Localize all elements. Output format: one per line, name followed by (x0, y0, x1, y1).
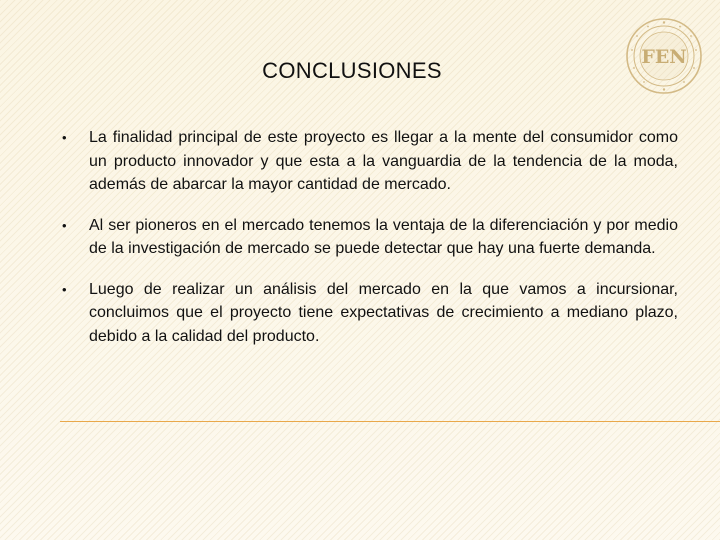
bullet-symbol: • (62, 130, 67, 145)
slide-title: CONCLUSIONES (262, 58, 442, 83)
fen-seal-logo (624, 16, 704, 96)
bullet-text: La finalidad principal de este proyecto es llegar a la mente del consumidor como un producto innovador y que esta a la vanguardia de la tendencia de la moda, además de abarcar la mayor cantidad de mercado. (89, 129, 678, 193)
bullet-text: Luego de realizar un análisis del mercado en la que vamos a incursionar, concluimos que el proyecto tiene expectativas de crecimiento a mediano plazo, debido a la calidad del producto. (89, 280, 678, 345)
bullet-item (62, 214, 678, 261)
bullet-text: Al ser pioneros en el mercado tenemos la ventaja de la diferenciación y por medio de la investigación de mercado se puede detectar que hay una fuerte demanda. (89, 216, 678, 257)
bottom-divider (60, 421, 720, 422)
seal-icon (624, 16, 704, 96)
bullet-symbol: • (62, 281, 67, 297)
bullet-symbol: • (62, 217, 67, 233)
bullet-item (62, 126, 678, 197)
bullet-item (62, 278, 678, 349)
bullet-list (62, 126, 678, 365)
seal-text: FEN (641, 46, 687, 68)
